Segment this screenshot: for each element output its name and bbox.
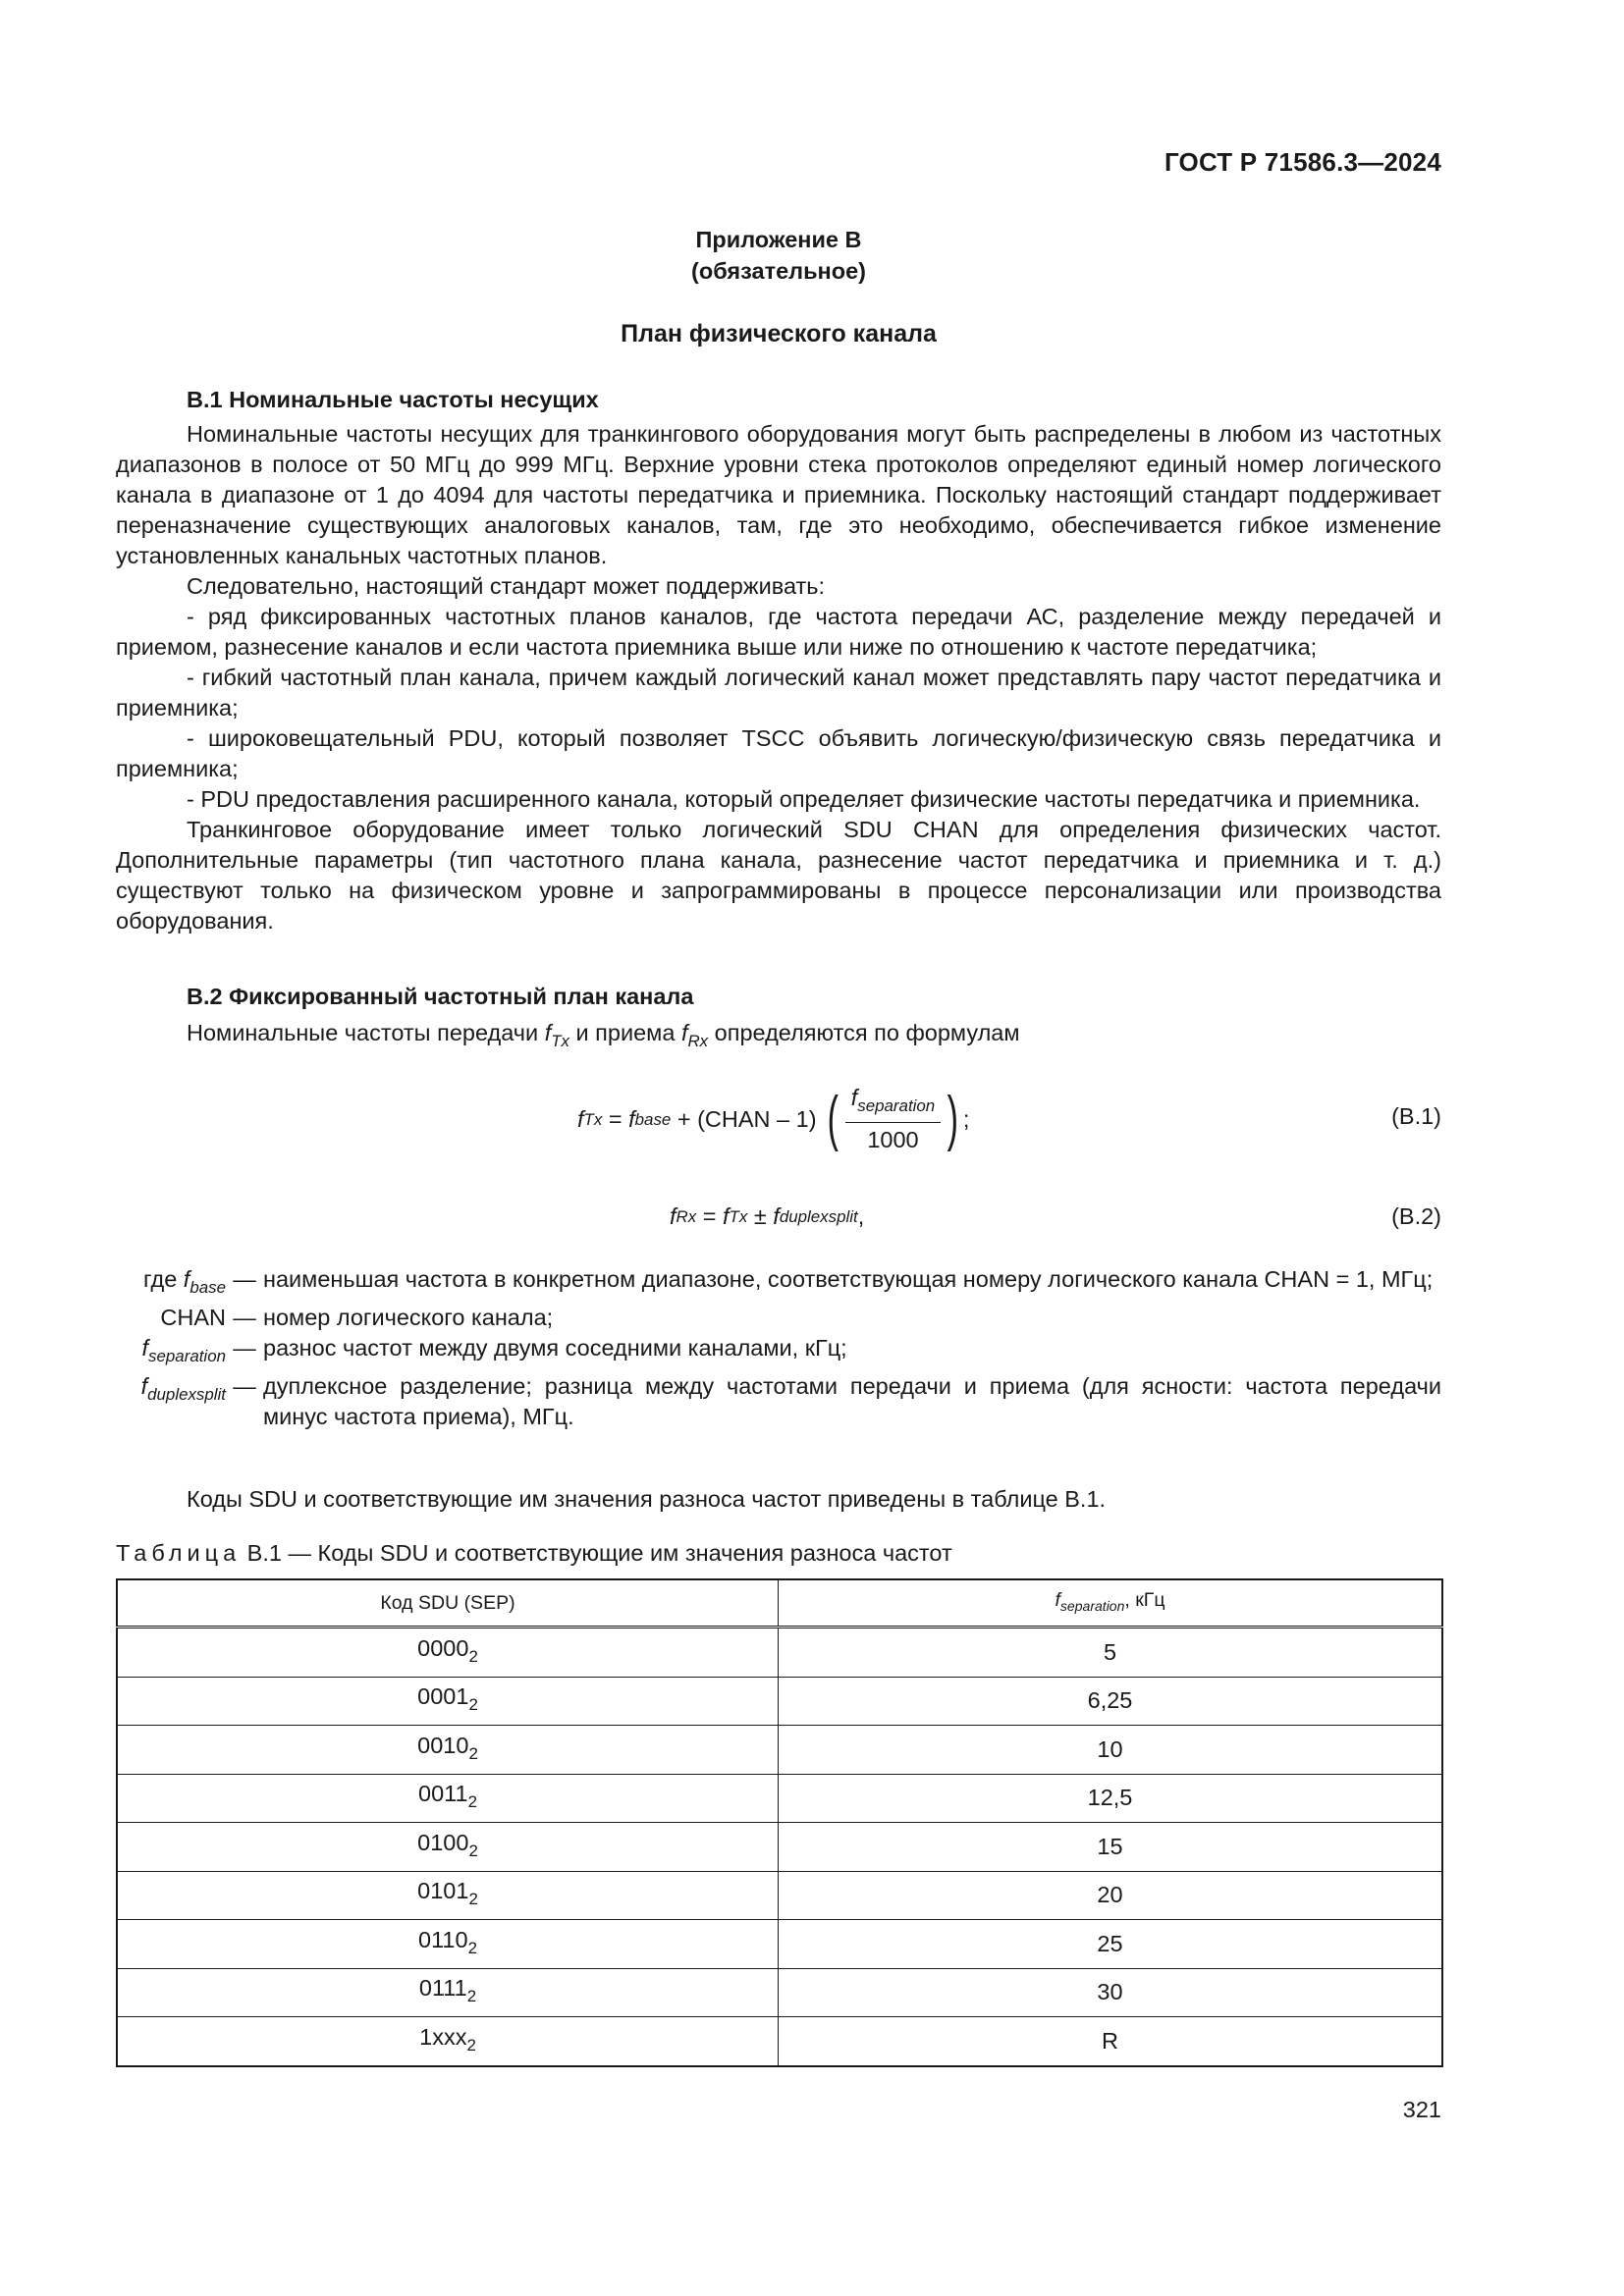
formula-b1 bbox=[116, 1080, 1441, 1158]
list-item: - гибкий частотный план канала, причем каждый логический канал может представлять пару частот передатчика и приемника; bbox=[116, 665, 1441, 721]
definition-description: номер логического канала; bbox=[263, 1304, 554, 1330]
cell-sdu-code: $0110_2$ bbox=[117, 1920, 779, 1969]
table-row bbox=[117, 1823, 1442, 1872]
cell-separation: 30 bbox=[779, 1968, 1443, 2017]
cell-sdu-code: $0000_2$ bbox=[117, 1628, 779, 1678]
definition-term: CHAN bbox=[160, 1304, 226, 1330]
table-caption bbox=[116, 1538, 952, 1569]
variable-definitions bbox=[116, 1264, 1441, 1432]
table-row bbox=[117, 1774, 1442, 1823]
cell-sdu-code: 1xxx$_2$ bbox=[117, 2017, 779, 2066]
table-row bbox=[117, 1677, 1442, 1726]
paragraph: Номинальные частоты несущих для транкингового оборудования могут быть распределены в любом из частотных диапазонов в полосе от 50 МГц до 999 МГц. Верхние уровни стека протоколов определяют единый номер логического канала в диапазоне от 1 до 4094 для частоты передатчика и приемника. Поскольку настоящий стандарт поддерживает переназначение существующих аналоговых каналов, там, где это необходимо, обеспечивается гибкое изменение установленных канальных частотных планов. bbox=[116, 421, 1441, 568]
cell-separation: 20 bbox=[779, 1871, 1443, 1920]
table-row bbox=[117, 1628, 1442, 1678]
formula-intro: Номинальные частоты передачи $f_{Tx}$ и приема $f_{Rx}$ определяются по формулам bbox=[187, 1020, 1020, 1050]
column-header-sdu-code: Код SDU (SEP) bbox=[117, 1579, 779, 1628]
definition-term: $f_{duplexsplit}$ bbox=[140, 1372, 226, 1404]
appendix-header bbox=[116, 224, 1441, 287]
paren-open: ( bbox=[827, 1085, 839, 1152]
table-row bbox=[117, 2017, 1442, 2066]
cell-sdu-code: $0100_2$ bbox=[117, 1823, 779, 1872]
formula-b2-expression: f Rx = f Tx ± f duplexsplit , bbox=[670, 1203, 865, 1229]
list-item: - широковещательный PDU, который позволяет TSCC объявить логическую/физическую связь передатчика и приемника; bbox=[116, 725, 1441, 781]
table-caption-label: Таблица bbox=[116, 1540, 242, 1566]
sdu-separation-table bbox=[116, 1578, 1443, 2067]
table-row bbox=[117, 1968, 1442, 2017]
cell-sdu-code: $0101_2$ bbox=[117, 1871, 779, 1920]
column-header-separation: $f_{separation}$, кГц bbox=[779, 1579, 1443, 1628]
definition-row: где $f_{base}$ — наименьшая частота в конкретном диапазоне, соответствующая номеру логического канала CHAN = 1, МГц; bbox=[116, 1264, 1441, 1303]
cell-sdu-code: $0011_2$ bbox=[117, 1774, 779, 1823]
list-item: - ряд фиксированных частотных планов каналов, где частота передачи АС, разделение между передачей и приемом, разнесение каналов и если частота приемника выше или ниже по отношению к частоте передатчика; bbox=[116, 604, 1441, 660]
equation-number: (В.2) bbox=[1391, 1203, 1441, 1229]
definition-term: $f_{separation}$ bbox=[141, 1334, 226, 1365]
definition-description: разнос частот между двумя соседними каналами, кГц; bbox=[263, 1334, 847, 1361]
table-row bbox=[117, 1871, 1442, 1920]
table-reference: Коды SDU и соответствующие им значения разноса частот приведены в таблице В.1. bbox=[187, 1486, 1107, 1512]
paren-close: ) bbox=[947, 1085, 959, 1152]
standard-code: ГОСТ Р 71586.3—2024 bbox=[1164, 147, 1441, 177]
definition-row: $f_{duplexsplit}$ — дуплексное разделение; разница между частотами передачи и приема (для ясности: частота передачи минус частота приема), МГц. bbox=[116, 1371, 1441, 1432]
section-b1-heading: В.1 Номинальные частоты несущих bbox=[187, 387, 599, 412]
definition-row: CHAN — номер логического канала; bbox=[116, 1303, 1441, 1333]
fraction bbox=[845, 1084, 941, 1154]
cell-separation: 12,5 bbox=[779, 1774, 1443, 1823]
cell-sdu-code: $0111_2$ bbox=[117, 1968, 779, 2017]
appendix-heading: План физического канала bbox=[621, 320, 937, 347]
paragraph: Следовательно, настоящий стандарт может поддерживать: bbox=[187, 573, 826, 599]
equation-number: (В.1) bbox=[1391, 1103, 1441, 1129]
section-b2 bbox=[116, 982, 1441, 1056]
appendix-title: Приложение В bbox=[695, 227, 862, 252]
definition-description: наименьшая частота в конкретном диапазоне, соответствующая номеру логического канала CHAN = 1, МГц; bbox=[263, 1266, 1434, 1292]
table-caption-text: В.1 — Коды SDU и соответствующие им значения разноса частот bbox=[241, 1540, 952, 1566]
fraction-numerator: $f_{separation}$ bbox=[845, 1084, 941, 1123]
definition-row: $f_{separation}$ — разнос частот между двумя соседними каналами, кГц; bbox=[116, 1333, 1441, 1371]
table-header-row bbox=[117, 1579, 1442, 1628]
cell-sdu-code: $0001_2$ bbox=[117, 1677, 779, 1726]
cell-separation: 10 bbox=[779, 1726, 1443, 1775]
page-number: 321 bbox=[1402, 2097, 1441, 2122]
section-b1 bbox=[116, 385, 1441, 936]
formula-b2 bbox=[116, 1201, 1441, 1260]
definition-term: где $f_{base}$ bbox=[142, 1266, 226, 1297]
appendix-status: (обязательное) bbox=[691, 258, 866, 284]
cell-separation: 6,25 bbox=[779, 1677, 1443, 1726]
fraction-denominator: 1000 bbox=[867, 1126, 919, 1152]
cell-separation: 5 bbox=[779, 1628, 1443, 1678]
cell-separation: R bbox=[779, 2017, 1443, 2066]
cell-sdu-code: $0010_2$ bbox=[117, 1726, 779, 1775]
cell-separation: 25 bbox=[779, 1920, 1443, 1969]
paragraph: Транкинговое оборудование имеет только логический SDU CHAN для определения физических частот. Дополнительные параметры (тип частотного плана канала, разнесение частот передатчика и приемника и т. д.) существуют только на физическом уровне и запрограммированы в процессе персонализации или производства оборудования. bbox=[116, 817, 1441, 934]
formula-b1-expression: f Tx = f base + (CHAN – 1) ( $\frac{f_{separation}}{1000}$ ) ; bbox=[577, 1085, 970, 1152]
list-item: - PDU предоставления расширенного канала, который определяет физические частоты передатчика и приемника. bbox=[187, 786, 1421, 812]
section-b2-heading: В.2 Фиксированный частотный план канала bbox=[187, 984, 694, 1009]
cell-separation: 15 bbox=[779, 1823, 1443, 1872]
definition-description: дуплексное разделение; разница между частотами передачи и приема (для ясности: частота передачи минус частота приема), МГц. bbox=[263, 1372, 1441, 1429]
table-row bbox=[117, 1920, 1442, 1969]
table-row bbox=[117, 1726, 1442, 1775]
